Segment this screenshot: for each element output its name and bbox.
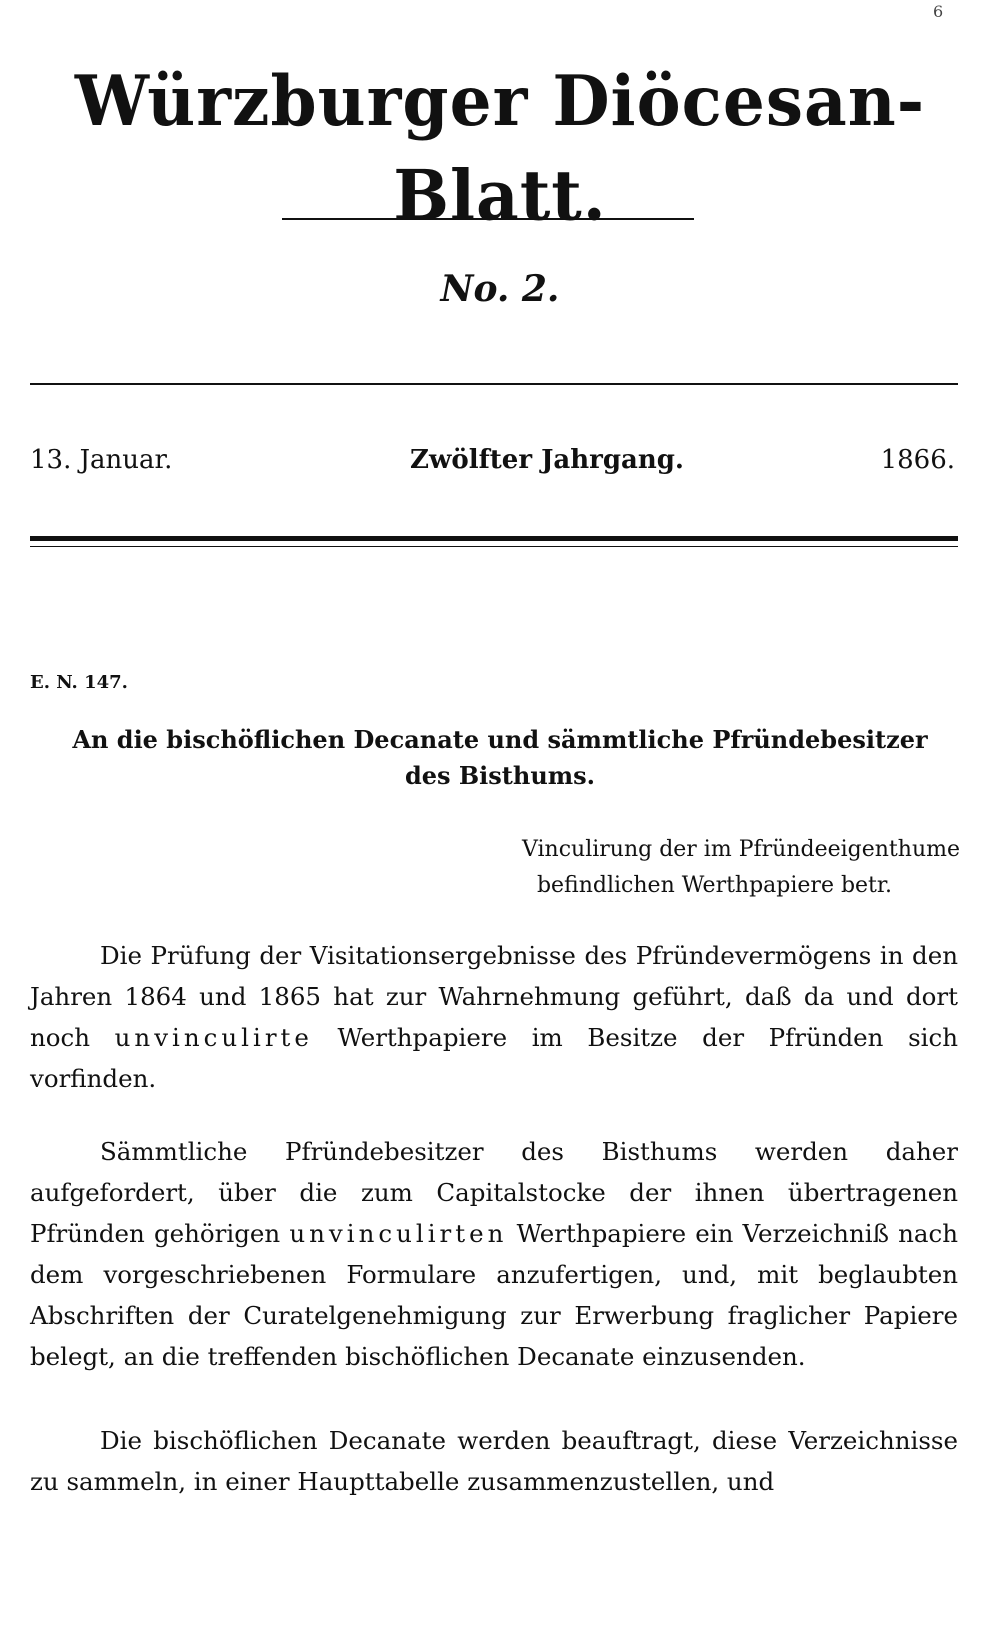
address-line-1: An die bischöflichen Decanate und sämmtliche Pfründebesitzer — [72, 725, 928, 754]
header-rule — [30, 383, 958, 385]
paragraph-2 — [30, 1131, 958, 1377]
subject-line-1: Vinculirung der im Pfründeeigenthume — [522, 837, 960, 862]
reference-number: E. N. 147. — [30, 672, 128, 693]
page-number: 6 — [933, 2, 944, 21]
masthead-title: Würzburger Diöcesan-Blatt. — [74, 59, 926, 237]
dateline-rule-thin — [30, 546, 958, 547]
paragraph-3-text: Die bischöflichen Decanate werden beauftragt, diese Verzeichnisse zu sammeln, in einer Haupttabelle zusammenzustellen, und — [30, 1426, 958, 1496]
volume-label: Zwölfter Jahrgang. — [410, 445, 684, 475]
paragraph-2-text-b: Werthpapiere ein Verzeichniß nach dem vorgeschriebenen Formulare anzufertigen, und, mit beglaubten Abschriften der Curatelgenehmigung zur Erwerbung fraglicher Papiere belegt, an die treffenden bischöflichen Decanate einzusenden. — [30, 1219, 958, 1371]
issue-number: No. 2. — [440, 268, 560, 310]
paragraph-2-emphasis: unvinculirten — [289, 1219, 508, 1248]
paragraph-3 — [30, 1420, 958, 1502]
dateline-rule-thick — [30, 536, 958, 541]
paragraph-1-emphasis: unvinculirte — [114, 1023, 313, 1052]
issue-year: 1866. — [880, 445, 955, 475]
address-block — [60, 722, 940, 794]
paragraph-1-text-b: Werthpapiere im Besitze der Pfründen sich vorfinden. — [30, 1023, 958, 1093]
paragraph-2-text-a: Sämmtliche Pfründebesitzer des Bisthums werden daher aufgefordert, über die zum Capitalstocke der ihnen übertragenen Pfründen gehörigen — [30, 1137, 958, 1248]
issue-date: 13. Januar. — [30, 445, 173, 475]
address-line-2: des Bisthums. — [404, 761, 596, 790]
subject-line-2: befindlichen Werthpapiere betr. — [536, 873, 892, 898]
subject-block — [460, 832, 960, 904]
dateline — [30, 440, 955, 480]
paragraph-1 — [30, 935, 958, 1099]
paragraph-1-text-a: Die Prüfung der Visitationsergebnisse des Pfründevermögens in den Jahren 1864 und 1865 hat zur Wahrnehmung geführt, daß da und dort noch — [30, 941, 958, 1052]
masthead-rule — [282, 218, 694, 220]
